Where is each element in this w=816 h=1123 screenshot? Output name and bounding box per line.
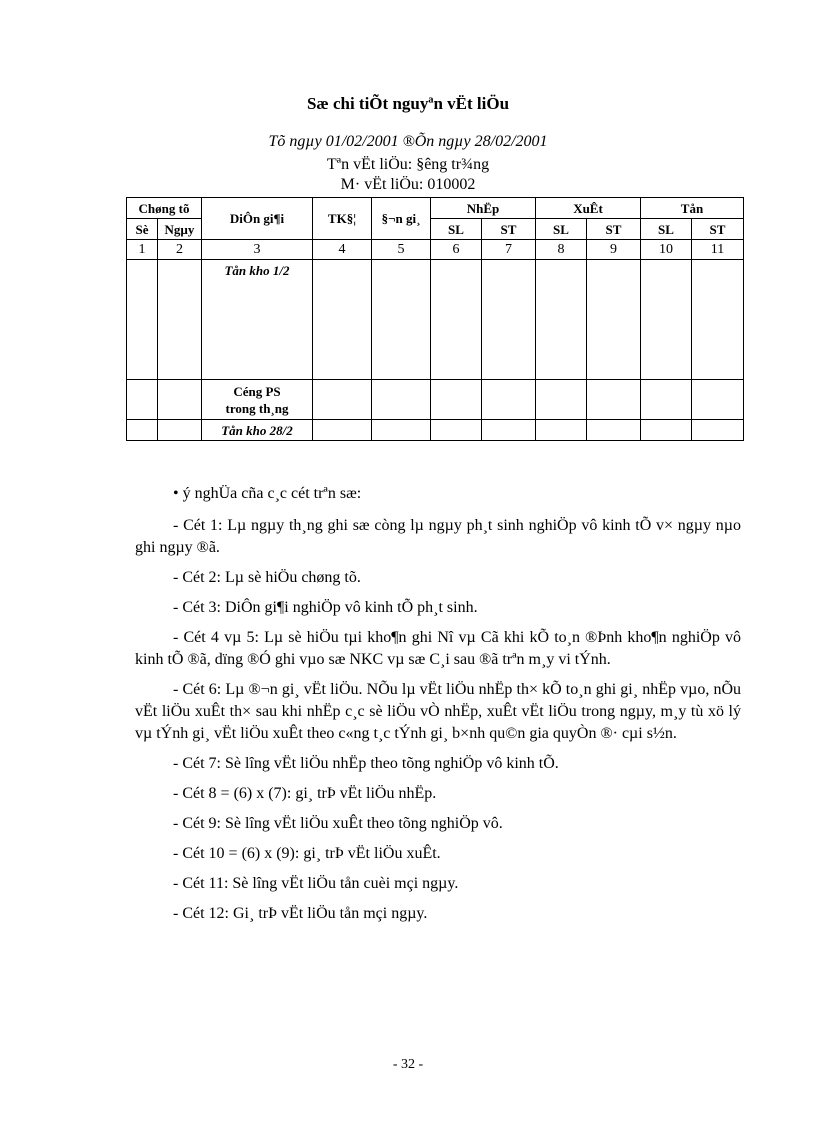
header-xuat: XuÊt xyxy=(536,198,641,219)
table-row-total xyxy=(127,380,744,420)
material-code: M· vËt liÖu: 010002 xyxy=(340,176,476,193)
header-dien-giai: DiÔn gi¶i xyxy=(202,198,313,240)
col-number: 9 xyxy=(587,240,641,260)
period: Tõ ngµy 01/02/2001 ®Õn ngµy 28/02/2001 xyxy=(268,133,548,150)
page-title: Sæ chi tiÕt nguyªn vËt liÖu xyxy=(306,94,510,113)
explanation-heading-text: ý nghÜa cña c¸c cét trªn sæ: xyxy=(182,485,362,502)
explanation-text xyxy=(135,483,741,933)
col-number: 7 xyxy=(482,240,536,260)
paragraph: - Cét 4 vµ 5: Lµ sè hiÖu tµi kho¶n ghi Nî vµ Cã khi kÕ to¸n ®Þnh kho¶n nghiÖp vô kinh tÕ ®ã, dïng ®Ó ghi vµo sæ NKC vµ sæ C¸i sau ®ã trªn m¸y vi tÝnh. xyxy=(135,629,741,668)
ledger-table xyxy=(126,197,744,441)
paragraph: - Cét 11: Sè lîng vËt liÖu tån cuèi mçi ngµy. xyxy=(173,875,459,892)
paragraph: - Cét 12: Gi¸ trÞ vËt liÖu tån mçi ngµy. xyxy=(173,905,428,922)
header-nhap-st: ST xyxy=(482,219,536,240)
paragraph: - Cét 2: Lµ sè hiÖu chøng tõ. xyxy=(173,569,361,586)
paragraph: - Cét 1: Lµ ngµy th¸ng ghi sæ còng lµ ngµy ph¸t sinh nghiÖp vô kinh tÕ v× ngµy nµo ghi ngµy ®ã. xyxy=(135,517,741,556)
page-number: - 32 - xyxy=(392,1057,424,1072)
paragraph: - Cét 9: Sè lîng vËt liÖu xuÊt theo tõng nghiÖp vô. xyxy=(173,815,503,832)
header-ton-st: ST xyxy=(692,219,744,240)
header-xuat-st: ST xyxy=(587,219,641,240)
paragraph: - Cét 10 = (6) x (9): gi¸ trÞ vËt liÖu xuÊt. xyxy=(173,845,441,862)
header-ton-sl: SL xyxy=(641,219,692,240)
explanation-heading xyxy=(135,483,741,505)
col-number: 8 xyxy=(536,240,587,260)
header-xuat-sl: SL xyxy=(536,219,587,240)
header-ngay: Ngµy xyxy=(158,219,202,240)
col-number: 5 xyxy=(372,240,431,260)
col-number: 3 xyxy=(202,240,313,260)
col-number: 4 xyxy=(313,240,372,260)
table-row-opening xyxy=(127,260,744,380)
material-name: Tªn vËt liÖu: §êng tr¾ng xyxy=(326,156,490,173)
col-number: 1 xyxy=(127,240,158,260)
row-closing-label: Tån kho 28/2 xyxy=(202,420,313,441)
col-number: 11 xyxy=(692,240,744,260)
row-total-label xyxy=(202,380,313,420)
bullet-icon: • xyxy=(173,485,179,502)
row-opening-label: Tån kho 1/2 xyxy=(202,260,313,380)
header-tk-du: TK§¦ xyxy=(313,198,372,240)
paragraph: - Cét 6: Lµ ®¬n gi¸ vËt liÖu. NÕu lµ vËt liÖu nhËp th× kÕ to¸n ghi gi¸ nhËp vµo, nÕu vËt liÖu xuÊt th× sau khi nhËp c¸c sè liÖu vÒ nhËp, xuÊt vËt liÖu trong ngµy, m¸y tù xö lý vµ tÝnh gi¸ vËt liÖu xuÊt theo c«ng t¸c tÝnh gi¸ b×nh qu©n gia quyÒn ®· cµi s½n. xyxy=(135,681,741,742)
paragraph: - Cét 8 = (6) x (7): gi¸ trÞ vËt liÖu nhËp. xyxy=(173,785,437,802)
header-don-gia: §¬n gi¸ xyxy=(372,198,431,240)
col-number: 2 xyxy=(158,240,202,260)
header-so: Sè xyxy=(127,219,158,240)
header-chung-tu: Chøng tõ xyxy=(127,198,202,219)
header-ton: Tån xyxy=(641,198,744,219)
table-row-closing xyxy=(127,420,744,441)
paragraph: - Cét 7: Sè lîng vËt liÖu nhËp theo tõng nghiÖp vô kinh tÕ. xyxy=(173,755,559,772)
col-number: 10 xyxy=(641,240,692,260)
header-nhap-sl: SL xyxy=(431,219,482,240)
col-number: 6 xyxy=(431,240,482,260)
paragraph: - Cét 3: DiÔn gi¶i nghiÖp vô kinh tÕ ph¸t sinh. xyxy=(173,599,478,616)
header-nhap: NhËp xyxy=(431,198,536,219)
row-total-line-1: Céng PS xyxy=(233,383,281,399)
row-total-line-2: trong th¸ng xyxy=(225,400,289,416)
